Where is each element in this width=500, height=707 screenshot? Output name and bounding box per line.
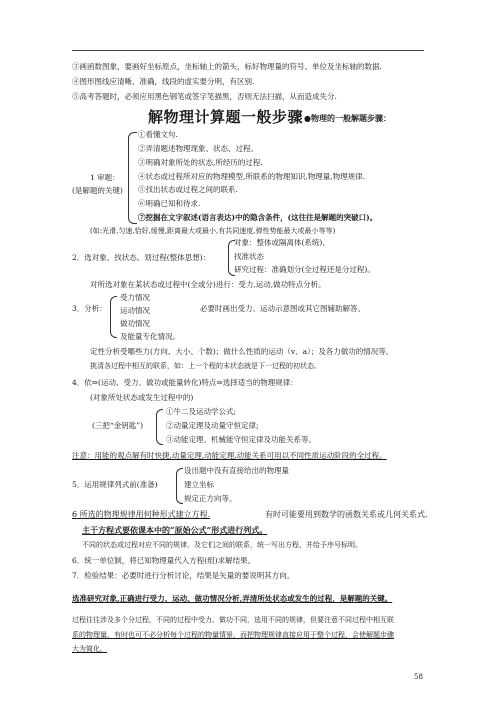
- step3-item-1: 受力情况: [120, 293, 150, 302]
- step4-item-2: ②动量定理及动量守恒定律;: [166, 421, 259, 430]
- step5-label: 5．运用规律列式前(准备): [72, 480, 158, 489]
- step6-line-1a: 6 所选的物理规律用何种形式建立方程.: [72, 510, 211, 519]
- step3-label: 3．分析：: [72, 304, 107, 313]
- step3-note-1: 定性分析受哪些力(方向、大小、个数)；做什么性质的运动（v、a）；及各力做功的情况等。: [90, 347, 394, 356]
- step2-item-2: 找准状态: [234, 252, 264, 261]
- step3-right: 必要时画出受力、运动示意图或其它图辅助解答。: [200, 304, 365, 313]
- step6-line-1b: 有时可能要用到数学的函数关系或几何关系式.: [265, 510, 428, 519]
- step1-hint: (如:光滑,匀速,恰好,缓慢,距离最大或最小,有共同速度,弹性势能最大或最小等等): [90, 227, 336, 235]
- step1-label: 1 审题：: [90, 173, 120, 182]
- page-number: 58: [414, 673, 423, 681]
- bottom-para-2: 系的物理量。有时也可不必分析每个过程的物量情景，而把物理规律直接应用于整个过程，会使解题步骤: [72, 631, 394, 639]
- step5-item-2: 建立坐标: [184, 480, 214, 489]
- step1-item-6: ⑥明确已知和待求.: [138, 199, 201, 208]
- step6-line-3: 不同的状态或过程对应不同的规律，及它们之间的联系，统一写出方程，并给予序号标明。: [82, 541, 362, 549]
- step3-item-3: 做功情况: [120, 319, 150, 328]
- page-title: 解物理计算题一般步骤: [148, 108, 304, 126]
- step5-item-1: 设出题中没有直接给出的物理量: [184, 466, 289, 475]
- step3-note-2: 挑清各过程中相互的联系，如：上一个程的末状态就是下一过程的初状态。: [90, 362, 321, 370]
- bottom-para-3: 大为简化。: [72, 645, 107, 653]
- step1-brace: [128, 132, 137, 224]
- step2-label: 2．选对象、找状态、划过程(整体思想)：: [72, 253, 211, 262]
- step1-label-sub: (是解题的关键): [72, 186, 123, 195]
- step3-item-4: 及能量专化情况。: [120, 332, 180, 341]
- step-unit: 6．统一单位制，将已知物理量代入方程(组)求解结果。: [72, 556, 256, 565]
- step1-item-1: ①看懂文句.: [138, 130, 178, 139]
- step4-item-3: ③动能定理、机械能守恒定律及功能关系等。: [166, 435, 316, 444]
- step4-item-1: ①牛二及运动学公式;: [166, 407, 237, 416]
- step5-item-3: 规定正方向等。: [184, 494, 237, 503]
- step2-item-3: 研究过程：准确划分(全过程还是分过程)。: [234, 265, 375, 274]
- step1-item-7: ⑦挖掘在文字叙述(语言表达)中的隐含条件，(这往往是解题的突破口)。: [138, 213, 378, 222]
- step1-item-5: ⑤找出状态或过程之间的联系.: [138, 185, 238, 194]
- step-check: 7．检验结果：必要时进行分析讨论，结果是矢量的要说明其方向。: [72, 571, 295, 580]
- step4-label: 4．依⇒(运动、受力、做功或能量转化)特点⇒选择适当的物理规律：: [72, 378, 298, 387]
- step1-item-4: ④状态或过程所对应的物理模型,所联系的物理知识,物理量,物理规律.: [138, 172, 366, 181]
- bottom-bold-line: 选准研究对象,正确进行受力、运动、做功情况分析,弄清所处状态或发生的过程，是解题的关键。: [72, 594, 393, 603]
- step6-line-2: 主干方程式要依课本中的“原始公式”形式进行列式。: [82, 525, 268, 535]
- step2-item-1: 对象：整体或隔离体(系统)、: [234, 238, 330, 247]
- step1-item-2: ②弄清题述物理现象、状态、过程。: [138, 144, 258, 153]
- page-subtitle: ●物理的一般解题步骤：: [304, 113, 391, 123]
- top-note-3: ⑤高考答题时，必须应用黑色钢笔或签字笔描黑，否则无法扫描，从而造成失分.: [72, 92, 337, 101]
- top-rule: [72, 50, 424, 51]
- step4-brace: [156, 409, 163, 445]
- step4-key: (三把“金钥匙”): [92, 421, 144, 430]
- step1-item-3: ③明确对象所处的状态,所经历的过程.: [138, 158, 263, 167]
- note-line: 注意：用能的观点解有时快捷,动量定理,动能定理,动能关系可用以不同性质运动阶段的全过程。: [72, 451, 387, 460]
- top-note-2: ④图形图线应清晰、准确，线段的虚实要分明，有区别.: [72, 77, 255, 86]
- top-note-1: ③画函数图象，要画好坐标原点，坐标轴上的箭头，标好物理量的符号、单位及坐标轴的数据.: [72, 62, 382, 71]
- step3-brace: [110, 296, 117, 338]
- step5-brace: [176, 468, 183, 504]
- step2-note: 对所选对象在某状态或过程中(全或分)进行：受力,运动,做功特点分析。: [90, 280, 326, 289]
- bottom-para-1: 过程往往涉及多个分过程，不同的过程中受力、做功不同，选用不同的规律，但要注意不同过程中相互联: [72, 616, 394, 624]
- step4-sub: (对象所处状态或发生过程中的): [90, 393, 194, 402]
- step3-item-2: 运动情况: [120, 306, 150, 315]
